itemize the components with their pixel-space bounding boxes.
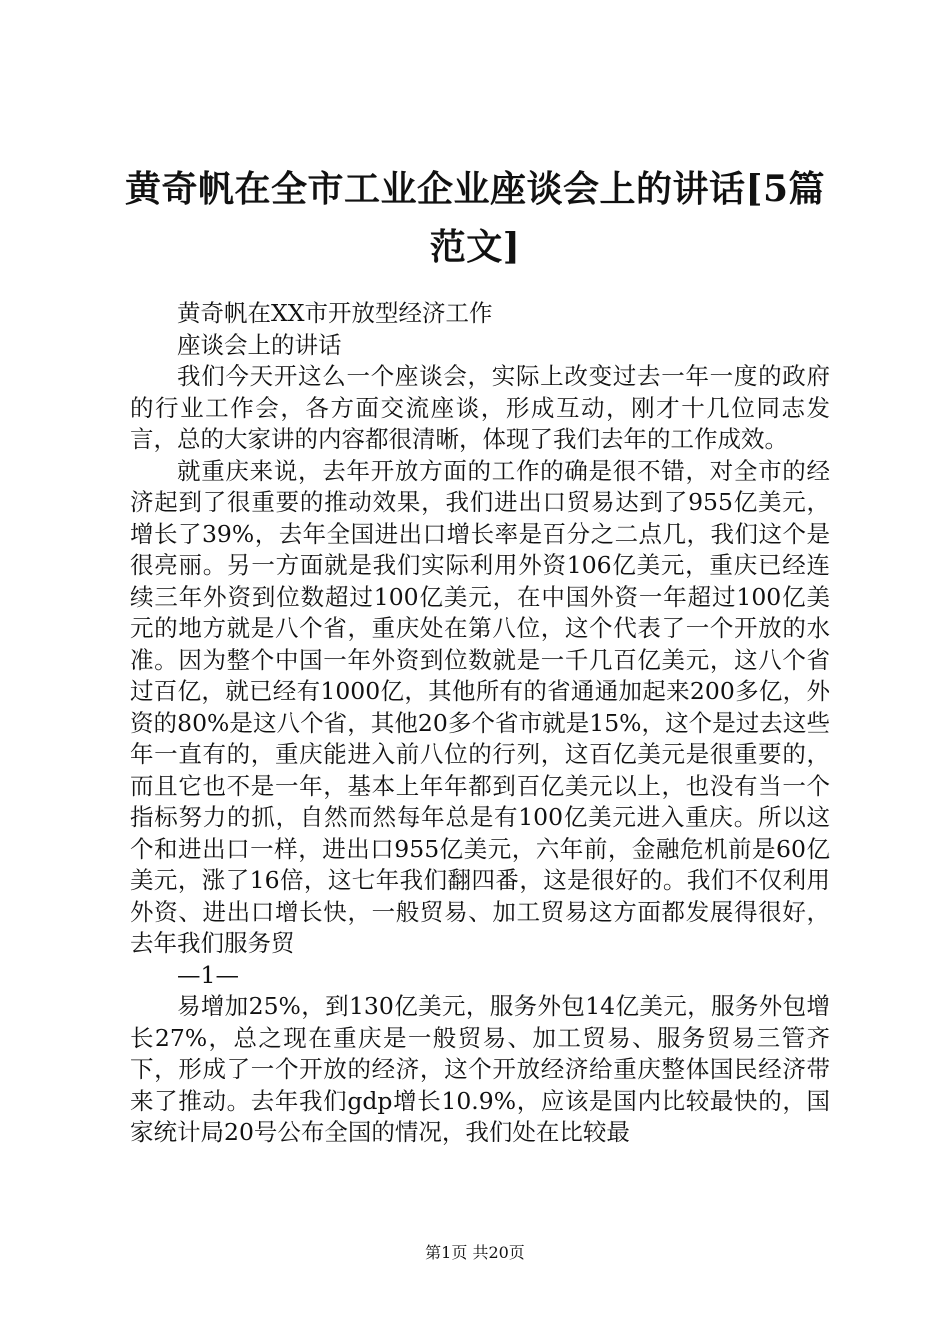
paragraph-1: 我们今天开这么一个座谈会，实际上改变过去一年一度的政府的行业工作会，各方面交流座谈，形成互动，刚才十几位同志发言，总的大家讲的内容都很清晰，体现了我们去年的工作成效。 — [130, 362, 830, 453]
document-body — [130, 298, 830, 1149]
inline-page-mark: —1— — [177, 960, 239, 989]
paragraph-2: 就重庆来说，去年开放方面的工作的确是很不错，对全市的经济起到了很重要的推动效果，我们进出口贸易达到了955亿美元，增长了39%，去年全国进出口增长率是百分之二点几，我们这个是很亮丽。另一方面就是我们实际利用外资106亿美元，重庆已经连续三年外资到位数超过100亿美元，在中国外资一年超过100亿美元的地方就是八个省，重庆处在第八位，这个代表了一个开放的水准。因为整个中国一年外资到位数就是一千几百亿美元，这八个省过百亿，就已经有1000亿，其他所有的省通通加起来200多亿，外资的80%是这八个省，其他20多个省市就是15%，这个是过去这些年一直有的，重庆能进入前八位的行列，这百亿美元是很重要的，而且它也不是一年，基本上年年都到百亿美元以上，也没有当一个指标努力的抓，自然而然每年总是有100亿美元进入重庆。所以这个和进出口一样，进出口955亿美元，六年前，金融危机前是60亿美元，涨了16倍，这七年我们翻四番，这是很好的。我们不仅利用外资、进出口增长快，一般贸易、加工贸易这方面都发展得很好，去年我们服务贸 — [130, 456, 830, 957]
page-footer: 第1页 共20页 — [425, 1243, 525, 1262]
subtitle-line-2: 座谈会上的讲话 — [177, 330, 342, 359]
paragraph-continuation: 易增加25%，到130亿美元，服务外包14亿美元，服务外包增长27%，总之现在重庆是一般贸易、加工贸易、服务贸易三管齐下，形成了一个开放的经济，这个开放经济给重庆整体国民经济带来了推动。去年我们gdp增长10.9%，应该是国内比较最快的，国家统计局20号公布全国的情况，我们处在比较最 — [130, 992, 830, 1146]
document-title: 黄奇帆在全市工业企业座谈会上的讲话[5篇范文] — [124, 168, 826, 268]
subtitle-line-1: 黄奇帆在XX市开放型经济工作 — [177, 299, 493, 327]
